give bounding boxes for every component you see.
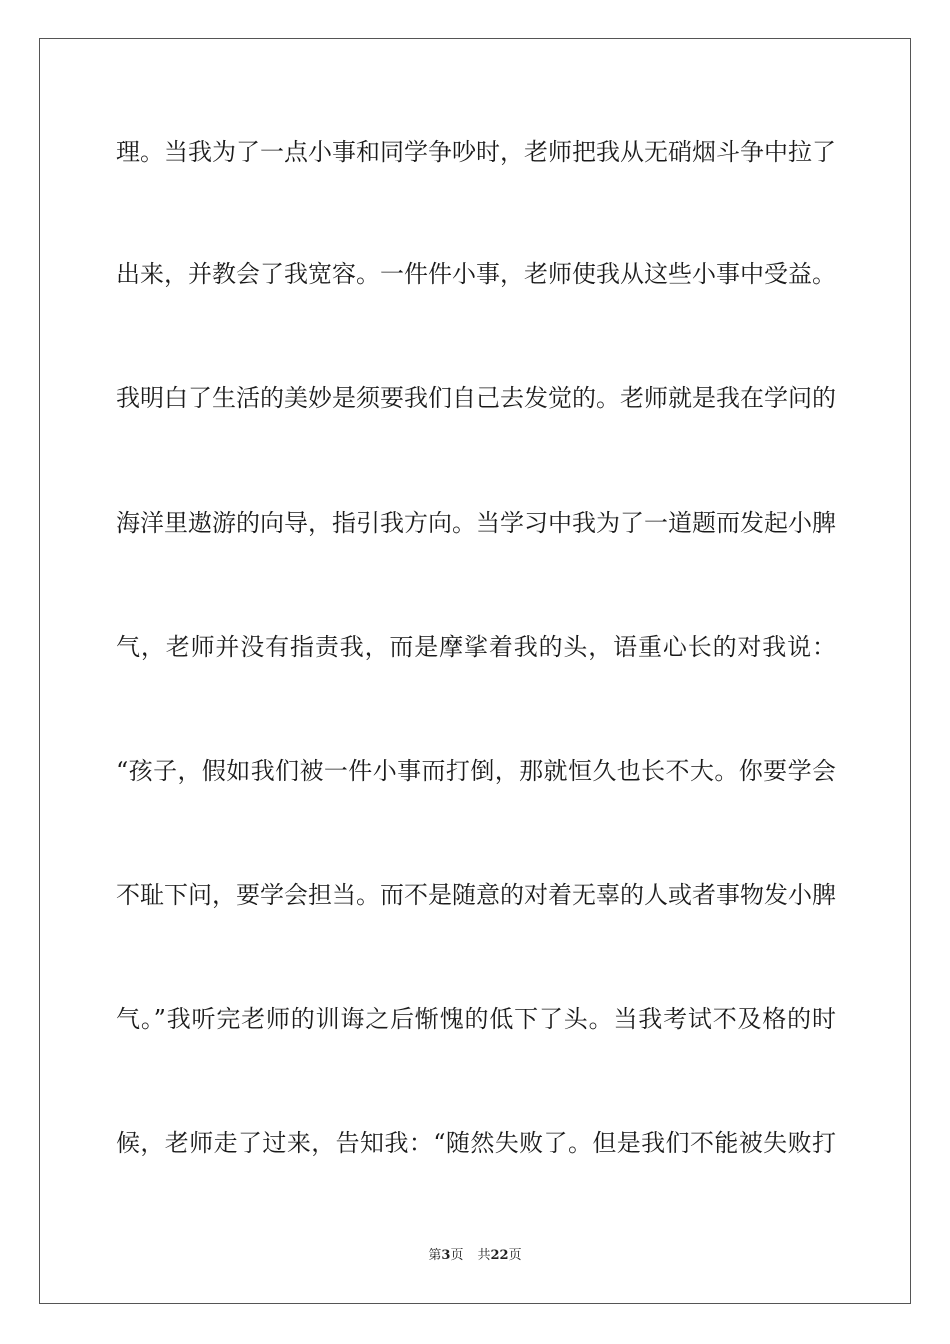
text-line: 海洋里遨游的向导，指引我方向。当学习中我为了一道题而发起小脾 bbox=[116, 509, 836, 537]
text-line: 气，老师并没有指责我，而是摩挲着我的头，语重心长的对我说： bbox=[116, 633, 836, 661]
page-suffix: 页 bbox=[450, 1248, 464, 1263]
text-line: 出来，并教会了我宽容。一件件小事，老师使我从这些小事中受益。 bbox=[116, 260, 836, 288]
page-border bbox=[39, 38, 911, 1304]
text-line: 气。”我听完老师的训诲之后惭愧的低下了头。当我考试不及格的时 bbox=[116, 1005, 836, 1033]
text-line: 理。当我为了一点小事和同学争吵时，老师把我从无硝烟斗争中拉了 bbox=[116, 138, 836, 166]
page-prefix: 第 bbox=[428, 1248, 442, 1263]
page-number: 3 bbox=[441, 1248, 451, 1263]
text-line: “孩子，假如我们被一件小事而打倒，那就恒久也长不大。你要学会 bbox=[116, 757, 836, 785]
total-prefix: 共 bbox=[477, 1248, 491, 1263]
total-suffix: 页 bbox=[508, 1248, 522, 1263]
text-line: 候，老师走了过来，告知我：“随然失败了。但是我们不能被失败打 bbox=[116, 1129, 836, 1157]
text-line: 我明白了生活的美妙是须要我们自己去发觉的。老师就是我在学问的 bbox=[116, 384, 836, 412]
total-pages: 22 bbox=[490, 1248, 509, 1263]
text-line: 不耻下问，要学会担当。而不是随意的对着无辜的人或者事物发小脾 bbox=[116, 881, 836, 909]
page-footer bbox=[0, 1247, 950, 1265]
